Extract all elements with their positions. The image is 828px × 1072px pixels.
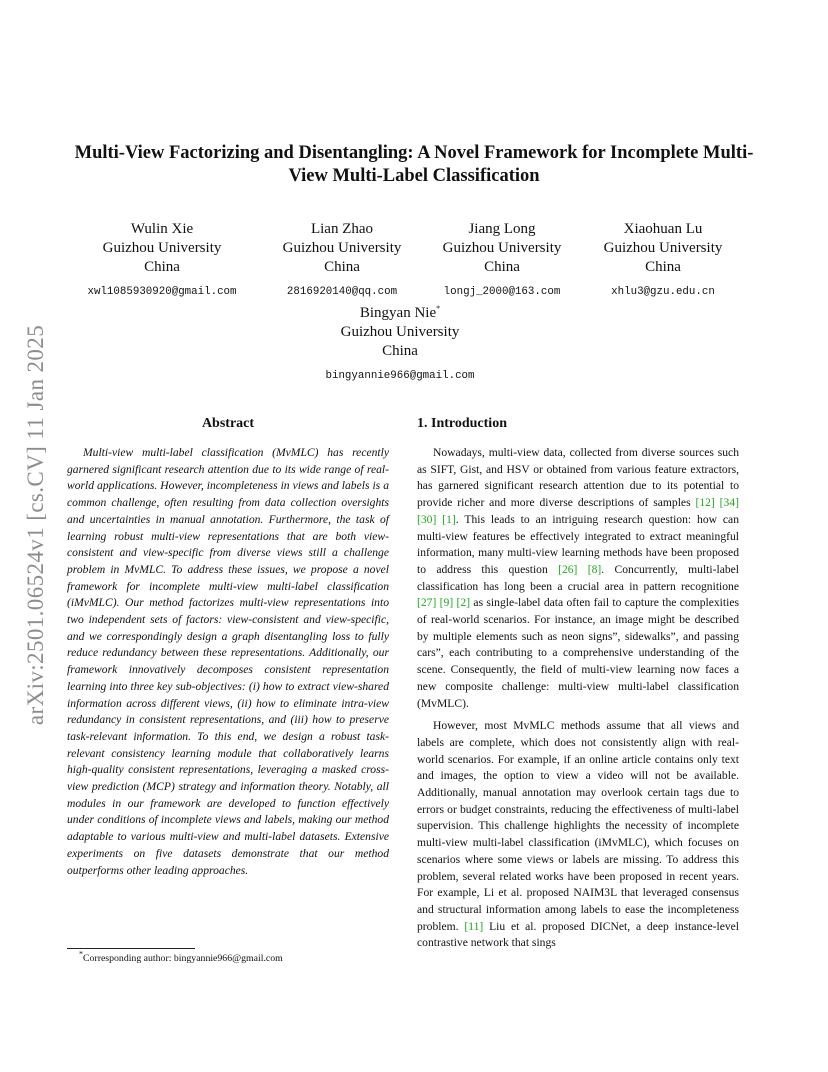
author-country: China [324,259,360,275]
introduction-heading: 1. Introduction [417,416,507,431]
footnote-marker: * [79,949,83,959]
citation-link[interactable]: [12] [695,496,715,510]
author-country: China [144,259,180,275]
abstract-heading: Abstract [201,416,255,431]
author-affiliation: Guizhou University [340,324,460,340]
arxiv-identifier-stamp: arXiv:2501.06524v1 [cs.CV] 11 Jan 2025 [23,324,48,726]
author-block [417,220,587,302]
footnote-text: Corresponding author: bingyannie966@gmail.com [83,953,283,964]
author-name: Bingyan Nie* [359,304,441,321]
citation-link[interactable]: [2] [456,596,471,610]
footnote [67,949,389,965]
citation-link[interactable]: [11] [464,919,484,933]
citation-link[interactable]: [27] [417,596,437,610]
footnote-divider [67,948,195,949]
author-email: xwl1085930920@gmail.com [87,286,237,298]
author-name: Lian Zhao [310,221,374,237]
abstract-text: Multi-view multi-label classification (MvMLC) has recently garnered significant research attention due to its wide range of real-world applications. However, incompleteness in views and labels is a common challenge, often resulting from data collection oversights and uncertainties in manual annotation. Furthermore, the task of learning robust multi-view representations that are both view-consistent and view-specific from diverse views still a challenge problem in MvMLC. To address these issues, we propose a novel framework for incomplete multi-view multi-label classification (iMvMLC). Our method factorizes multi-view representations into two independent sets of factors: view-consistent and view-specific, and we correspondingly design a graph disentangling loss to fully reduce redundancy between these representations. Additionally, our framework innovatively decomposes consistent representation learning into three key sub-objectives: (i) how to extract view-shared information across different views, (ii) how to eliminate intra-view redundancy in consistent representations, and (iii) how to preserve task-relevant information. To this end, we design a robust task-relevant consistency learning module that collaboratively learns high-quality consistent representations, leveraging a masked cross-view prediction (MCP) strategy and information theory. Notably, all modules in our framework are developed to function effectively under conditions of incomplete views and labels, making our method adaptable to various multi-view and multi-label datasets. Extensive experiments on five datasets demonstrate that our method outperforms other leading approaches. [67,446,389,877]
author-country: China [484,259,520,275]
author-country: China [382,343,418,359]
introduction-paragraph-1: Nowadays, multi-view data, collected from diverse sources such as SIFT, Gist, and HSV or obtained from various feature extractors, has garnered significant research attention due to its potential to provide richer and more diverse descriptions of samples [12] [34] [30] [1]. This leads to an intriguing research question: how can multi-view features be effectively integrated to extract meaningful information, many multi-view learning methods have been proposed to address this question [26] [8]. Concurrently, multi-label classification has long been a crucial area in pattern recognitione [27] [9] [2] as single-label data often fail to capture the complexities of real-world scenarios. For instance, an image might be described by multiple elements such as neon signs”, sidewalks”, and passing cars”, each contributing to a comprehensive understanding of the scene. Consequently, the field of multi-view learning now faces a new composite challenge: multi-view multi-label classification (MvMLC). [417,446,739,710]
author-affiliation: Guizhou University [603,240,723,256]
paper-title: Multi-View Factorizing and Disentangling: A Novel Framework for Incomplete Multi-View Multi-Label Classification [74,143,754,186]
author-block [257,220,427,302]
author-country: China [645,259,681,275]
corresponding-author-block [300,304,500,386]
citation-link[interactable]: [1] [442,512,456,526]
citation-link[interactable]: [30] [417,512,437,526]
author-block [578,220,748,302]
citation-link[interactable]: [26] [558,562,578,576]
corresponding-author-marker: * [436,304,441,313]
citation-link[interactable]: [9] [439,596,454,610]
citation-link[interactable]: [34] [719,496,739,510]
author-email: 2816920140@qq.com [286,286,398,298]
abstract-section [67,415,389,879]
author-block [77,220,247,302]
introduction-paragraph-2: However, most MvMLC methods assume that all views and labels are complete, which does not consistently align with real-world scenarios. For example, if an online article contains only text and images, the option to view a video will not be available. Additionally, manual annotation may overlook certain tags due to errors or budget constraints, reducing the effectiveness of multi-label supervision. This challenge highlights the necessity of incomplete multi-view multi-label classification (iMvMLC), which focuses on scenarios where some views or labels are missing. To address this problem, several related works have been proposed in recent years. For example, Li et al. proposed NAIM3L that leveraged consensus and structural information among labels to ease the incompleteness problem. [11] Liu et al. proposed DICNet, a deep instance-level contrastive network that sings [417,719,740,950]
author-email: longj_2000@163.com [443,286,561,298]
author-affiliation: Guizhou University [102,240,222,256]
introduction-section [417,415,739,958]
author-email: xhlu3@gzu.edu.cn [611,286,715,298]
citation-link[interactable]: [8] [587,562,602,576]
author-name: Wulin Xie [130,221,194,237]
author-affiliation: Guizhou University [442,240,562,256]
author-affiliation: Guizhou University [282,240,402,256]
author-email: bingyannie966@gmail.com [325,370,475,382]
author-name: Xiaohuan Lu [623,221,703,237]
author-name: Jiang Long [468,221,536,237]
